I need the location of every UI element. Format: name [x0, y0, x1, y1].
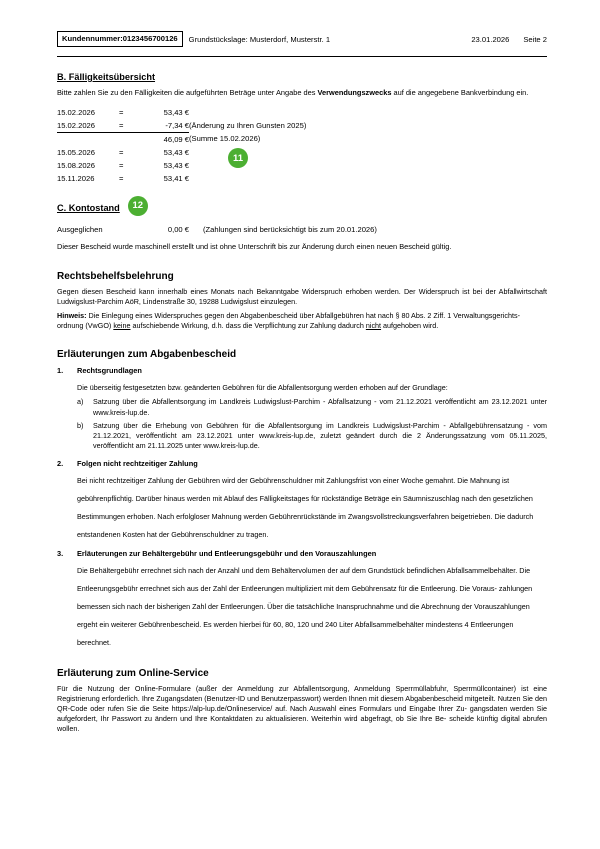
hint-text-2c: aufschiebende Wirkung, d.h. dass die Verpflichtung zur Zahlung dadurch: [130, 321, 366, 331]
explanations-list: [57, 366, 547, 649]
balance-row: [57, 225, 547, 234]
equals-sign: =: [119, 160, 124, 170]
property-location: Grundstückslage: Musterdorf, Musterstr. 1: [188, 34, 331, 44]
explanations-heading: Erläuterungen zum Abgabenbescheid: [57, 349, 237, 361]
sub-list-item: [77, 421, 547, 452]
due-amount: 53,43 €: [163, 107, 189, 117]
intro-text-c: auf die angegebene Bankverbindung ein.: [391, 88, 529, 97]
table-row: [57, 146, 306, 159]
document-date: 23.01.2026: [471, 34, 510, 44]
header-divider: [57, 56, 547, 57]
machine-generated-note: Dieser Bescheid wurde maschinell erstellt und ist ohne Unterschrift bis zur Änderung durch einen neuen Bescheid gültig.: [57, 242, 452, 252]
section-c-heading: C. Kontostand: [57, 203, 120, 214]
section-b-intro: [57, 88, 547, 98]
sub-item-text: Satzung über die Erhebung von Gebühren für die Abfallentsorgung im Landkreis Ludwigslust-Parchim - Abfallgebührensatzung - vom 21.12.2021, veröffentlicht am 23.12.2021 unter www.kreis-lup.de, zuletzt geändert durch die 2 Änderungssatzung vom 05.11.2025, veröffentlicht am 21.11.2025 unter www.kreis-lup.de.: [93, 420, 547, 451]
intro-text-a: Bitte zahlen Sie zu den Fälligkeiten die aufgeführten Beträge unter Angabe des: [57, 88, 318, 97]
equals-sign: =: [119, 173, 124, 183]
sub-item-label: b): [77, 420, 84, 430]
hint-text-2e: aufgehoben wird.: [381, 321, 439, 331]
list-item: [57, 459, 547, 542]
equals-sign: [119, 132, 145, 146]
due-amount: -7,34 €: [145, 119, 189, 133]
due-note: (Änderung zu Ihren Gunsten 2025): [189, 120, 307, 130]
due-date: [57, 132, 119, 146]
due-date: 15.08.2026: [57, 160, 96, 170]
list-item: [57, 549, 547, 650]
page-content: [57, 30, 547, 739]
online-service-heading: Erläuterung zum Online-Service: [57, 667, 209, 679]
hint-keine: keine: [113, 321, 131, 331]
sub-item-label: a): [77, 397, 84, 407]
header-right: [471, 35, 547, 44]
table-row: [57, 159, 306, 172]
due-date: 15.11.2026: [57, 173, 95, 183]
sum-note: (Summe 15.02.2026): [189, 134, 261, 144]
due-amount: 53,41 €: [163, 173, 189, 183]
customer-number-label: Kundennummer:: [62, 34, 123, 44]
due-dates-table: [57, 106, 306, 185]
item-body: Bei nicht rechtzeitiger Zahlung der Gebühren wird der Gebührenschuldner mit Zahlungsfrist von einer Woche gemahnt. Die Mahnung ist gebührenpflichtig. Darüber hinaus werden mit Ablauf des Fälligkeitstages für rückständige Beträge ein Säumniszuschlag nach den gesetzlichen Bestimmungen erhoben. Nach erfolgloser Mahnung werden Gebührenrückstände im Zwangsvollstreckungsverfahren beigetrieben. Die dadurch entstandenen Kosten hat der Gebührenschuldner zu tragen.: [77, 475, 534, 539]
item-title: Erläuterungen zur Behältergebühr und Entleerungsgebühr und den Vorauszahlungen: [77, 548, 377, 558]
due-date: 15.05.2026: [57, 147, 96, 157]
balance-note: (Zahlungen sind berücksichtigt bis zum 20.01.2026): [203, 225, 377, 235]
annotation-marker-11: 11: [228, 148, 248, 168]
hint-nicht: nicht: [365, 321, 382, 331]
customer-number-box: [57, 31, 183, 47]
due-note: [189, 159, 306, 172]
item-number: 1.: [57, 366, 64, 376]
page-number: Seite 2: [523, 34, 547, 44]
page-header: [57, 30, 547, 48]
legal-remedies-hint: [57, 311, 547, 331]
equals-sign: =: [119, 147, 124, 157]
due-amount: 53,43 €: [163, 160, 189, 170]
annotation-marker-12: 12: [128, 196, 148, 216]
hint-text-2a: ordnung (VwGO): [57, 321, 114, 331]
sub-list-item: [77, 397, 547, 417]
legal-remedies-heading: Rechtsbehelfsbelehrung: [57, 270, 174, 282]
table-row: [57, 119, 306, 133]
item-title: Rechtsgrundlagen: [77, 366, 142, 376]
due-amount: 53,43 €: [163, 147, 189, 157]
due-note: [189, 106, 306, 119]
section-b-heading: B. Fälligkeitsübersicht: [57, 72, 156, 82]
equals-sign: =: [119, 107, 124, 117]
equals-sign: =: [119, 119, 145, 133]
due-date: 15.02.2026: [57, 107, 96, 117]
hint-label: Hinweis:: [57, 311, 87, 321]
sub-list: [77, 397, 547, 451]
balance-label: Ausgeglichen: [57, 225, 103, 235]
item-body: Die Behältergebühr errechnet sich nach der Anzahl und dem Behältervolumen der auf dem Grundstück befindlichen Abfallsammelbehälter. Die Entleerungsgebühr errechnet sich aus der Zahl der Entleerungen multipliziert mit dem Gebührensatz für die Entleerung. Die Voraus- zahlungen bemessen sich nach der bisherigen Zahl der Entleerungen. Über die tatsächliche Inanspruchnahme und die Abrechnung der Vorauszahlungen ergeht ein weiterer Gebührenbescheid. Es werden hierbei für 60, 80, 120 und 240 Liter Abfallsammelbehälter mindestens 4 Entleerungen berechnet.: [77, 565, 533, 647]
legal-remedies-paragraph: Gegen diesen Bescheid kann innerhalb eines Monats nach Bekanntgabe Widerspruch erhoben werden. Der Widerspruch ist bei der Abfallwirtschaft Ludwigslust-Parchim AöR, Lindenstraße 30, 19288 Ludwigslust einzulegen.: [57, 286, 547, 306]
section-c: [57, 197, 547, 253]
customer-number-value: 0123456700126: [122, 34, 178, 44]
table-row-sum: [57, 132, 306, 146]
item-title: Folgen nicht rechtzeitiger Zahlung: [77, 458, 198, 468]
due-note: [189, 172, 306, 185]
table-row: [57, 106, 306, 119]
table-row: [57, 172, 306, 185]
intro-text-bold: Verwendungszwecks: [317, 88, 392, 97]
online-service-paragraph: Für die Nutzung der Online-Formulare (außer der Anmeldung zur Abfallentsorgung, Anmeldung Sperrmüllabfuhr, Sperrmüllcontainer) ist eine Registrierung erforderlich. Ihre Zugangsdaten (Benutzer-ID und Benutzerpasswort) werden Ihnen mit diesem Abgabenbescheid mitgeteilt. Nutzen Sie den QR-Code oder rufen Sie die Seite https://alp-lup.de/Onlineservice/ auf. Nach Auswahl eines Formulars und Eingabe Ihrer Zu- gangsdaten werden Sie aufgefordert, Ihr Passwort zu ändern und Ihre Kontaktdaten zu aktualisieren. Weiterhin wird abgefragt, ob Sie Ihre Be- scheide künftig digital abrufen wollen.: [57, 683, 547, 734]
hint-text-1: Die Einlegung eines Widerspruches gegen den Abgabenbescheid über Abfallgebühren hat nach § 80 Abs. 2 Ziff. 1 Verwaltungsgerichts-: [86, 311, 520, 321]
due-date: 15.02.2026: [57, 119, 119, 133]
balance-amount: 0,00 €: [167, 225, 189, 235]
item-body: Die überseitig festgesetzten bzw. geänderten Gebühren für die Abfallentsorgung werden erhoben auf der Grundlage:: [77, 383, 448, 393]
sub-item-text: Satzung über die Abfallentsorgung im Landkreis Ludwigslust-Parchim - Abfallsatzung - vom 21.12.2021 veröffentlicht am 23.12.2021 unter www.kreis-lup.de.: [93, 397, 547, 417]
list-item: [57, 366, 547, 451]
item-number: 3.: [57, 548, 64, 558]
item-number: 2.: [57, 458, 64, 468]
sum-amount: 46,09 €: [145, 132, 189, 146]
